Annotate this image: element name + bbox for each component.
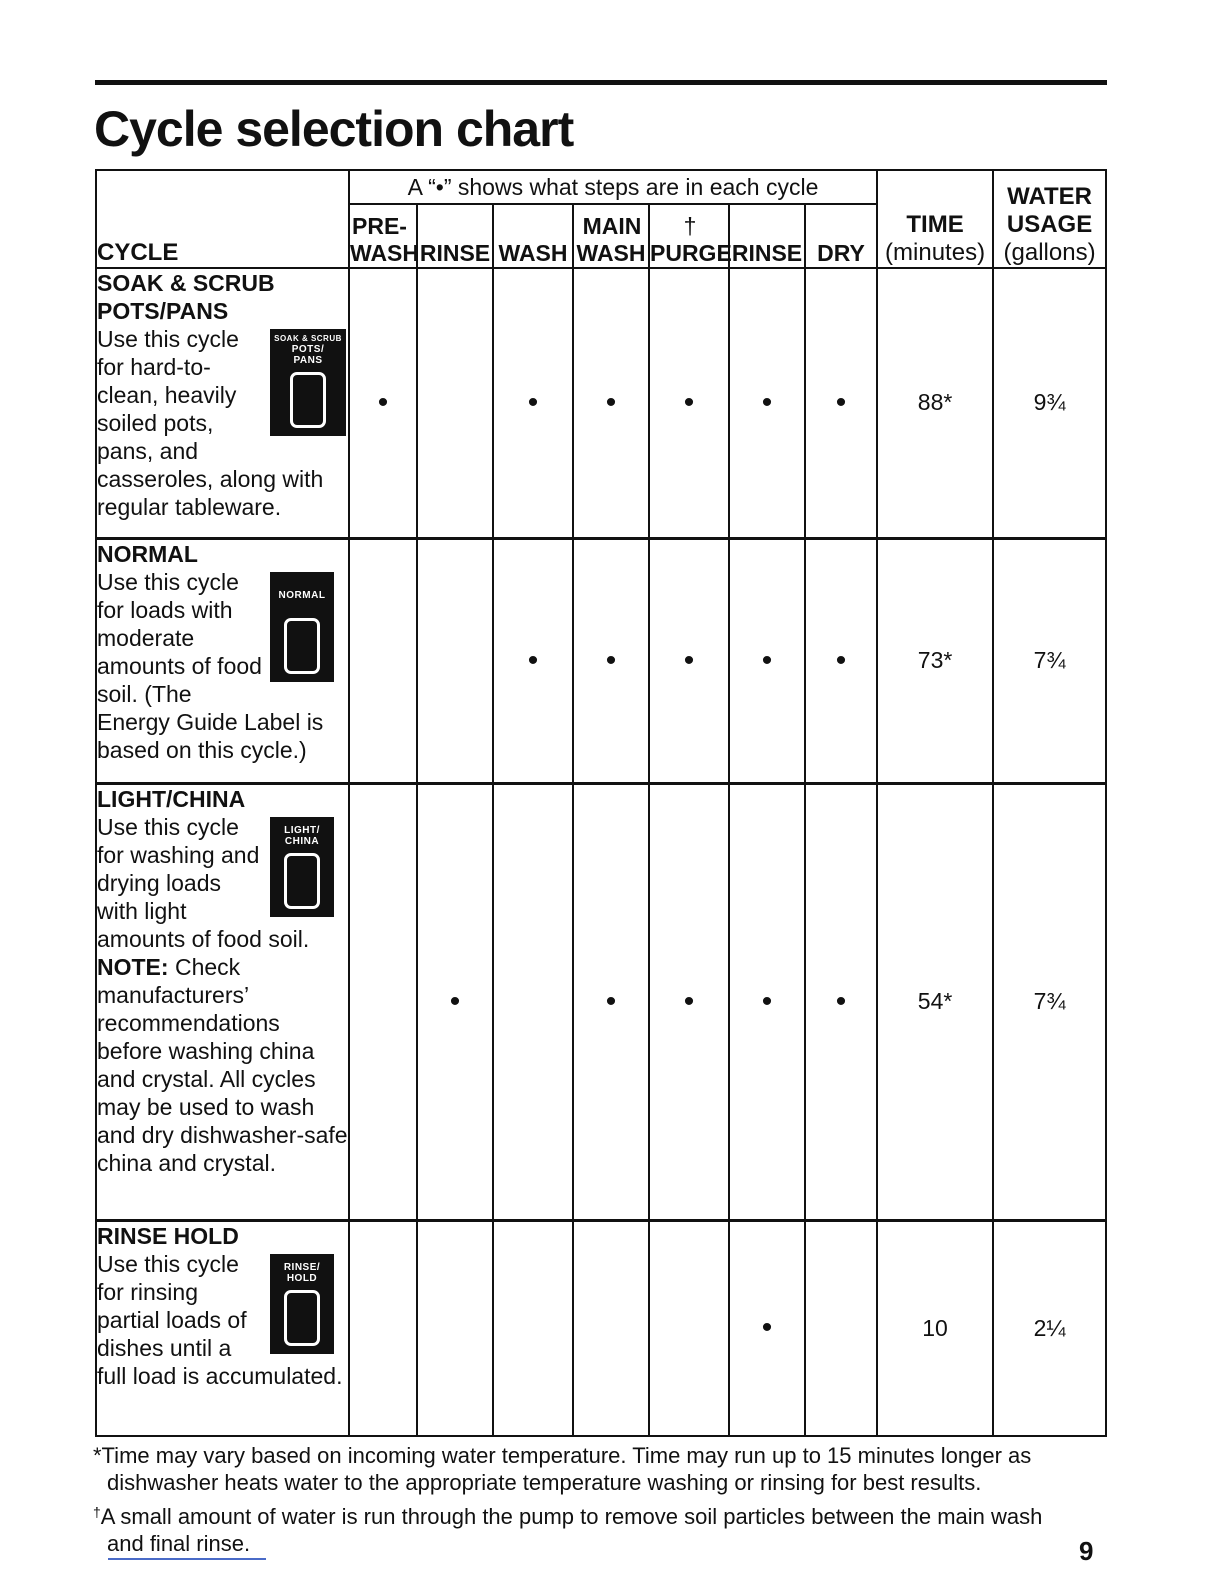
footnote-time-line-1: *Time may vary based on incoming water temperature. Time may run up to 15 minutes longer as (93, 1443, 1032, 1468)
footnote-purge-line-2: and final rinse. (107, 1531, 251, 1556)
note-text: Check manufacturers’ recommendations before washing china and crystal. All cycles may be used to wash and dry dishwasher-safe china and crystal. (97, 953, 348, 1176)
table-row (96, 783, 1106, 1220)
step-dot (417, 268, 493, 538)
step-bottom-label: WASH (350, 240, 419, 266)
cycle-cell-normal (96, 538, 349, 783)
step-header-prewash (349, 204, 417, 268)
step-bottom-label: RINSE (731, 240, 803, 266)
cycle-cell-rinse-hold (96, 1220, 349, 1436)
button-label: HOLD (286, 1272, 318, 1284)
step-dot: • (729, 783, 805, 1220)
step-header-dry (805, 204, 877, 268)
footnote-purge-line-1: A small amount of water is run through the pump to remove soil particles between the main wash (100, 1504, 1043, 1529)
footnote-time-line-2: dishwasher heats water to the appropriate temperature washing or rinsing for best results. (107, 1470, 982, 1495)
footnote-purge (93, 1503, 1103, 1557)
step-dot (349, 783, 417, 1220)
step-dot: • (493, 538, 573, 783)
step-bottom-label: WASH (498, 240, 568, 266)
step-dot (573, 1220, 649, 1436)
time-value: 88* (877, 268, 993, 538)
step-dot (349, 538, 417, 783)
step-bottom-label: RINSE (419, 240, 491, 266)
time-column-header (877, 170, 993, 268)
step-dot: • (805, 268, 877, 538)
step-dot (493, 783, 573, 1220)
step-dot: • (649, 268, 729, 538)
step-top-label: MAIN (582, 213, 642, 239)
step-dot (417, 538, 493, 783)
step-dot (805, 1220, 877, 1436)
soak-scrub-button-icon (270, 329, 346, 436)
dagger-mark: † (93, 1504, 101, 1520)
button-label: CHINA (284, 835, 320, 847)
cycle-description: Use this cycle for loads with moderate amounts of food soil. (The Energy Guide Label is based on this cycle.) (97, 568, 324, 763)
step-top-label (418, 213, 492, 240)
note-label: NOTE: (97, 953, 169, 980)
step-header-rinse-2 (729, 204, 805, 268)
step-bottom-label: PURGE (650, 240, 732, 266)
step-dot: • (729, 1220, 805, 1436)
cycle-name: LIGHT/CHINA (97, 785, 246, 812)
normal-button-icon (270, 572, 334, 682)
water-value: 2¼ (993, 1220, 1106, 1436)
water-column-header (993, 170, 1106, 268)
key-icon (284, 853, 320, 909)
rinse-hold-button-icon (270, 1254, 334, 1354)
time-unit: (minutes) (885, 239, 986, 266)
water-value: 7¾ (993, 783, 1106, 1220)
top-rule (95, 80, 1107, 85)
water-label-2: USAGE (1006, 211, 1093, 238)
step-dot (417, 1220, 493, 1436)
table-row (96, 538, 1106, 783)
footnote-time (93, 1442, 1103, 1496)
step-top-label (806, 213, 876, 240)
key-icon (290, 372, 326, 428)
key-icon (284, 1290, 320, 1346)
step-header-purge (649, 204, 732, 268)
cycle-column-header: CYCLE (96, 170, 349, 268)
cycle-cell-soak-scrub (96, 268, 349, 538)
page-number: 9 (1079, 1536, 1094, 1566)
water-value: 7¾ (993, 538, 1106, 783)
water-label-1: WATER (1007, 183, 1092, 210)
page-title: Cycle selection chart (94, 101, 574, 157)
step-header-main-wash (573, 204, 649, 268)
cycle-name: NORMAL (97, 540, 198, 567)
step-top-label (494, 213, 572, 240)
button-label: RINSE/ (283, 1261, 321, 1273)
step-dot: • (649, 783, 729, 1220)
step-dot: • (573, 538, 649, 783)
step-dot: • (729, 538, 805, 783)
underline-mark (108, 1558, 266, 1560)
cycle-description: Use this cycle for washing and drying loads with light amounts of food soil. (97, 813, 310, 952)
step-dot: • (417, 783, 493, 1220)
step-dot: • (573, 268, 649, 538)
table-row (96, 268, 1106, 538)
cycle-cell-light-china (96, 783, 349, 1220)
time-value: 73* (877, 538, 993, 783)
step-dot (493, 1220, 573, 1436)
step-bottom-label: DRY (817, 240, 865, 266)
step-dot: • (649, 538, 729, 783)
cycle-description: Use this cycle for hard-to-clean, heavily soiled pots, pans, and casseroles, along with regular tableware. (97, 326, 324, 520)
step-dot: • (573, 783, 649, 1220)
light-china-button-icon (270, 817, 334, 917)
cycle-selection-table (95, 169, 1107, 1437)
button-label: SOAK & SCRUB (274, 334, 342, 343)
cycle-name: SOAK & SCRUB (97, 270, 275, 296)
step-dot (349, 1220, 417, 1436)
step-dot: • (493, 268, 573, 538)
cycle-name-line-2: POTS/PANS (97, 298, 229, 324)
step-dot: • (349, 268, 417, 538)
button-label: POTS/ (291, 344, 325, 355)
button-label: PANS (293, 355, 323, 366)
water-unit: (gallons) (1003, 239, 1096, 266)
button-label: LIGHT/ (284, 824, 320, 836)
table-row (96, 1220, 1106, 1436)
step-top-label (730, 213, 804, 240)
step-bottom-label: WASH (576, 240, 646, 266)
step-top-label: PRE- (352, 213, 407, 239)
step-dot: • (729, 268, 805, 538)
step-dot: • (805, 783, 877, 1220)
step-dot: • (805, 538, 877, 783)
time-label: TIME (906, 211, 964, 238)
step-dot (649, 1220, 729, 1436)
steps-caption: A “•” shows what steps are in each cycle (349, 170, 877, 204)
button-label: NORMAL (278, 589, 326, 601)
step-header-wash (493, 204, 573, 268)
time-value: 54* (877, 783, 993, 1220)
key-icon (284, 618, 320, 674)
cycle-description: Use this cycle for rinsing partial loads of dishes until a full load is accumulated. (97, 1250, 343, 1389)
water-value: 9¾ (993, 268, 1106, 538)
time-value: 10 (877, 1220, 993, 1436)
step-header-rinse (417, 204, 493, 268)
cycle-name: RINSE HOLD (97, 1222, 239, 1249)
dagger-mark: † (683, 213, 697, 239)
